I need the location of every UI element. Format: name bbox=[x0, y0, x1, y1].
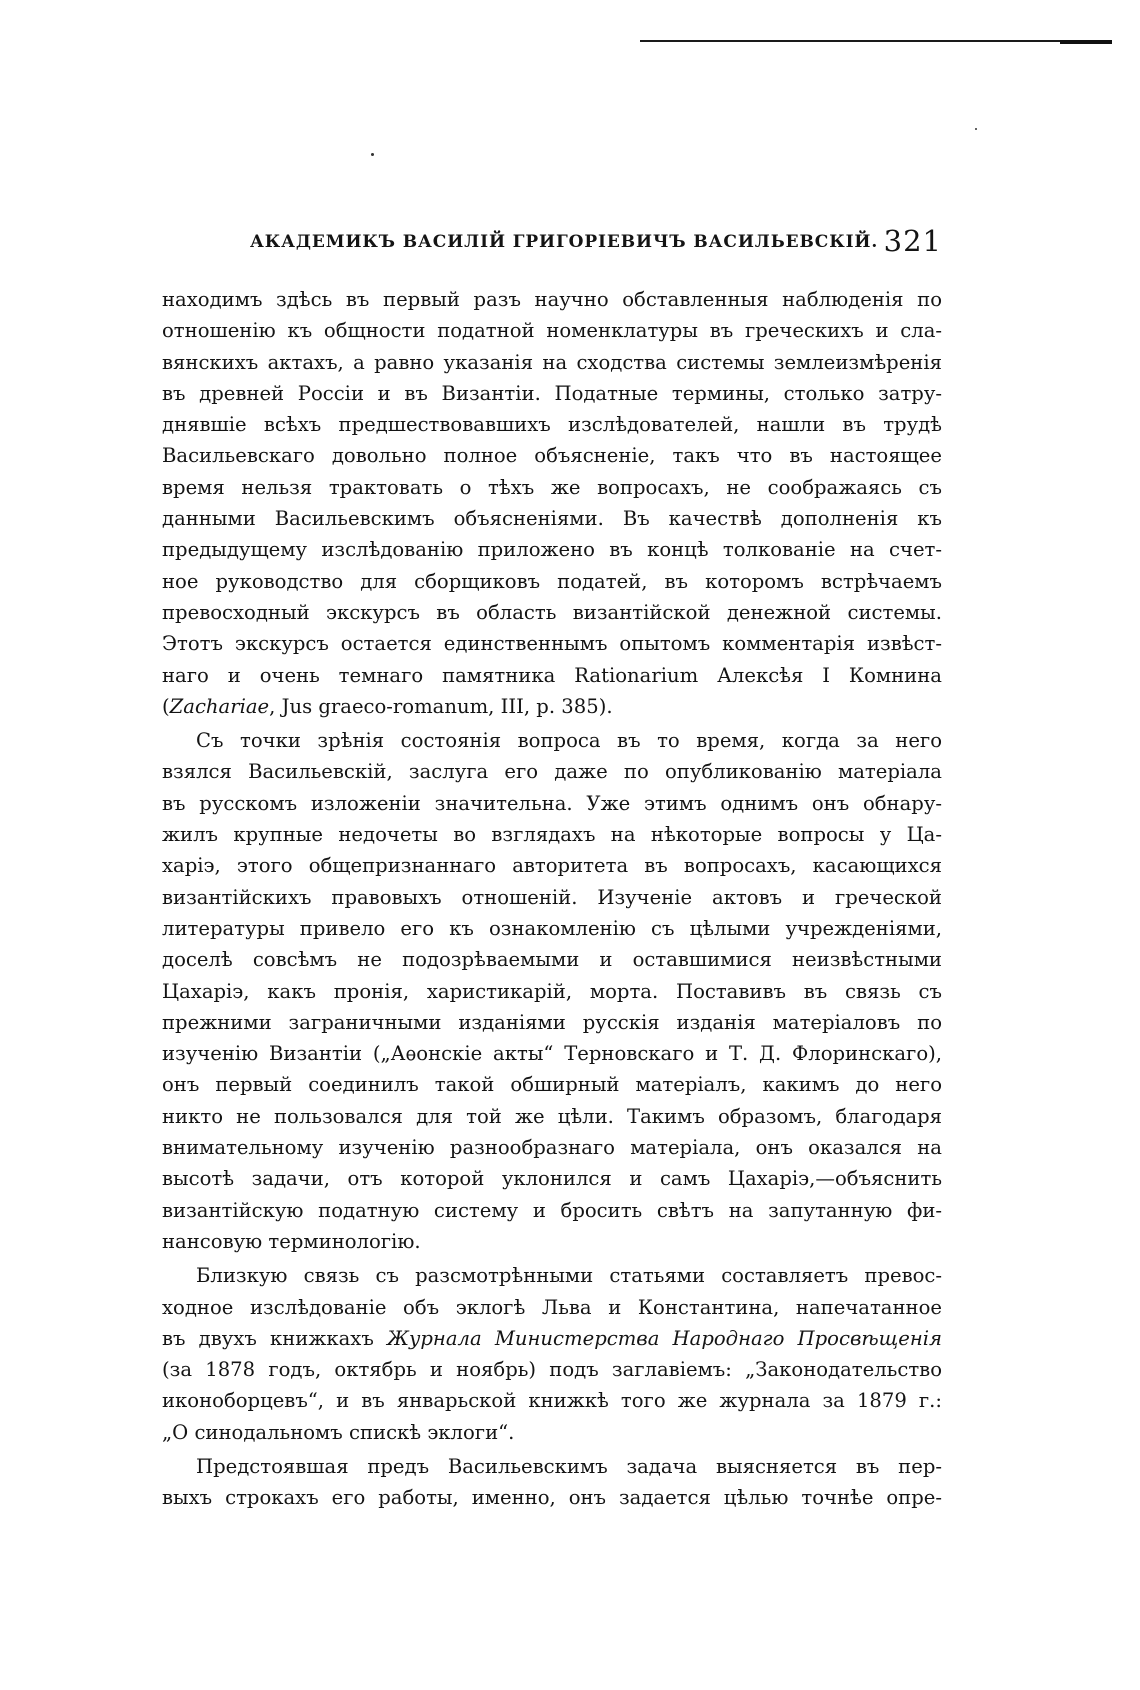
text-line: Цахаріэ, какъ пронія, харистикарій, морта. Поставивъ въ связь съ bbox=[162, 979, 942, 1003]
paragraph-2 bbox=[162, 725, 942, 1257]
paragraph-4 bbox=[162, 1451, 942, 1514]
text-line: наго и очень темнаго памятника Rationarium Алексѣя I Комнина bbox=[162, 663, 942, 687]
text-line: иконоборцевъ“, и въ январьской книжкѣ того же журнала за 1879 г.: bbox=[162, 1389, 942, 1413]
text-line: Съ точки зрѣнія состоянія вопроса въ то время, когда за него bbox=[196, 729, 942, 753]
text-line: ходное изслѣдованіе объ эклогѣ Льва и Константина, напечатанное bbox=[162, 1295, 942, 1319]
text-line: Близкую связь съ разсмотрѣнными статьями составляетъ превос- bbox=[196, 1264, 942, 1288]
citation-rest: , Jus graeco-romanum, III, p. 385). bbox=[269, 694, 613, 718]
book-page bbox=[162, 222, 942, 1514]
text-line: взялся Васильевскій, заслуга его даже по опубликованію матеріала bbox=[162, 760, 942, 784]
citation-author: Zachariae bbox=[169, 694, 270, 718]
top-edge-rule-mark bbox=[1060, 40, 1112, 44]
text-line: византійскую податную систему и бросить свѣтъ на запутанную фи- bbox=[162, 1198, 942, 1222]
text-line: предыдущему изслѣдованію приложено въ концѣ толкованіе на счет- bbox=[162, 538, 942, 562]
text-line: высотѣ задачи, отъ которой уклонился и самъ Цахаріэ,—объяснить bbox=[162, 1167, 942, 1191]
text-line: онъ первый соединилъ такой обширный матеріалъ, какимъ до него bbox=[162, 1073, 942, 1097]
text-line: отношенію къ общности податной номенклатуры въ греческихъ и сла- bbox=[162, 319, 942, 343]
citation-open: ( bbox=[162, 694, 170, 718]
text-line: доселѣ совсѣмъ не подозрѣваемыми и оставшимися неизвѣстными bbox=[162, 948, 942, 972]
paragraph-3 bbox=[162, 1260, 942, 1448]
text-line: вянскихъ актахъ, а равно указанія на сходства системы землеизмѣренія bbox=[162, 350, 942, 374]
text-line: превосходный экскурсъ въ область византійской денежной системы. bbox=[162, 600, 942, 624]
page-body bbox=[162, 284, 942, 1514]
text-line: прежними заграничными изданіями русскія изданія матеріаловъ по bbox=[162, 1010, 942, 1034]
text-line: „О синодальномъ спискѣ эклоги“. bbox=[162, 1420, 515, 1444]
text-line: литературы привело его къ ознакомленію съ цѣлыми учрежденіями, bbox=[162, 916, 942, 940]
paragraph-1 bbox=[162, 284, 942, 722]
text-line: находимъ здѣсь въ первый разъ научно обставленныя наблюденія по bbox=[162, 288, 942, 311]
text-line: харіэ, этого общепризнаннаго авторитета въ вопросахъ, касающихся bbox=[162, 854, 942, 878]
text-line: нансовую терминологію. bbox=[162, 1229, 421, 1253]
paper-speck bbox=[975, 128, 977, 130]
running-head bbox=[162, 222, 942, 262]
text-line: выхъ строкахъ его работы, именно, онъ задается цѣлью точнѣе опре- bbox=[162, 1486, 942, 1510]
text-line: никто не пользовался для той же цѣли. Такимъ образомъ, благодаря bbox=[162, 1104, 942, 1128]
text-line: ное руководство для сборщиковъ податей, въ которомъ встрѣчаемъ bbox=[162, 569, 942, 593]
text-line bbox=[162, 691, 942, 722]
text-line: Васильевскаго довольно полное объясненіе, такъ что въ настоящее bbox=[162, 444, 942, 468]
text-line: жилъ крупные недочеты во взглядахъ на нѣкоторые вопросы у Ца- bbox=[162, 823, 942, 847]
text-line: внимательному изученію разнообразнаго матеріала, онъ оказался на bbox=[162, 1136, 942, 1160]
text-line: Этотъ экскурсъ остается единственнымъ опытомъ комментарія извѣст- bbox=[162, 632, 942, 656]
journal-title: Журнала Министерства Народнаго Просвѣщенія bbox=[387, 1326, 942, 1350]
text-line: время нельзя трактовать о тѣхъ же вопросахъ, не соображаясь съ bbox=[162, 475, 942, 499]
page-number: 321 bbox=[883, 224, 942, 258]
paper-speck bbox=[371, 153, 374, 156]
running-title: АКАДЕМИКЪ ВАСИЛІЙ ГРИГОРІЕВИЧЪ ВАСИЛЬЕВСКІЙ. bbox=[250, 232, 879, 252]
text-line: днявшіе всѣхъ предшествовавшихъ изслѣдователей, нашли въ трудѣ bbox=[162, 413, 942, 437]
text-line: (за 1878 годъ, октябрь и ноябрь) подъ заглавіемъ: „Законодательство bbox=[162, 1358, 942, 1382]
text-line: изученію Византіи („Аѳонскіе акты“ Терновскаго и Т. Д. Флоринскаго), bbox=[162, 1042, 942, 1066]
top-edge-rule bbox=[640, 40, 1110, 42]
text-line bbox=[162, 1323, 942, 1354]
text-line: въ древней Россіи и въ Византіи. Податные термины, столько затру- bbox=[162, 381, 942, 405]
text-fragment: въ двухъ книжкахъ bbox=[162, 1326, 387, 1350]
text-line: данными Васильевскимъ объясненіями. Въ качествѣ дополненія къ bbox=[162, 507, 942, 531]
text-line: въ русскомъ изложеніи значительна. Уже этимъ однимъ онъ обнару- bbox=[162, 791, 942, 815]
text-line: Предстоявшая предъ Васильевскимъ задача выясняется въ пер- bbox=[196, 1454, 942, 1478]
text-line: византійскихъ правовыхъ отношеній. Изученіе актовъ и греческой bbox=[162, 885, 942, 909]
